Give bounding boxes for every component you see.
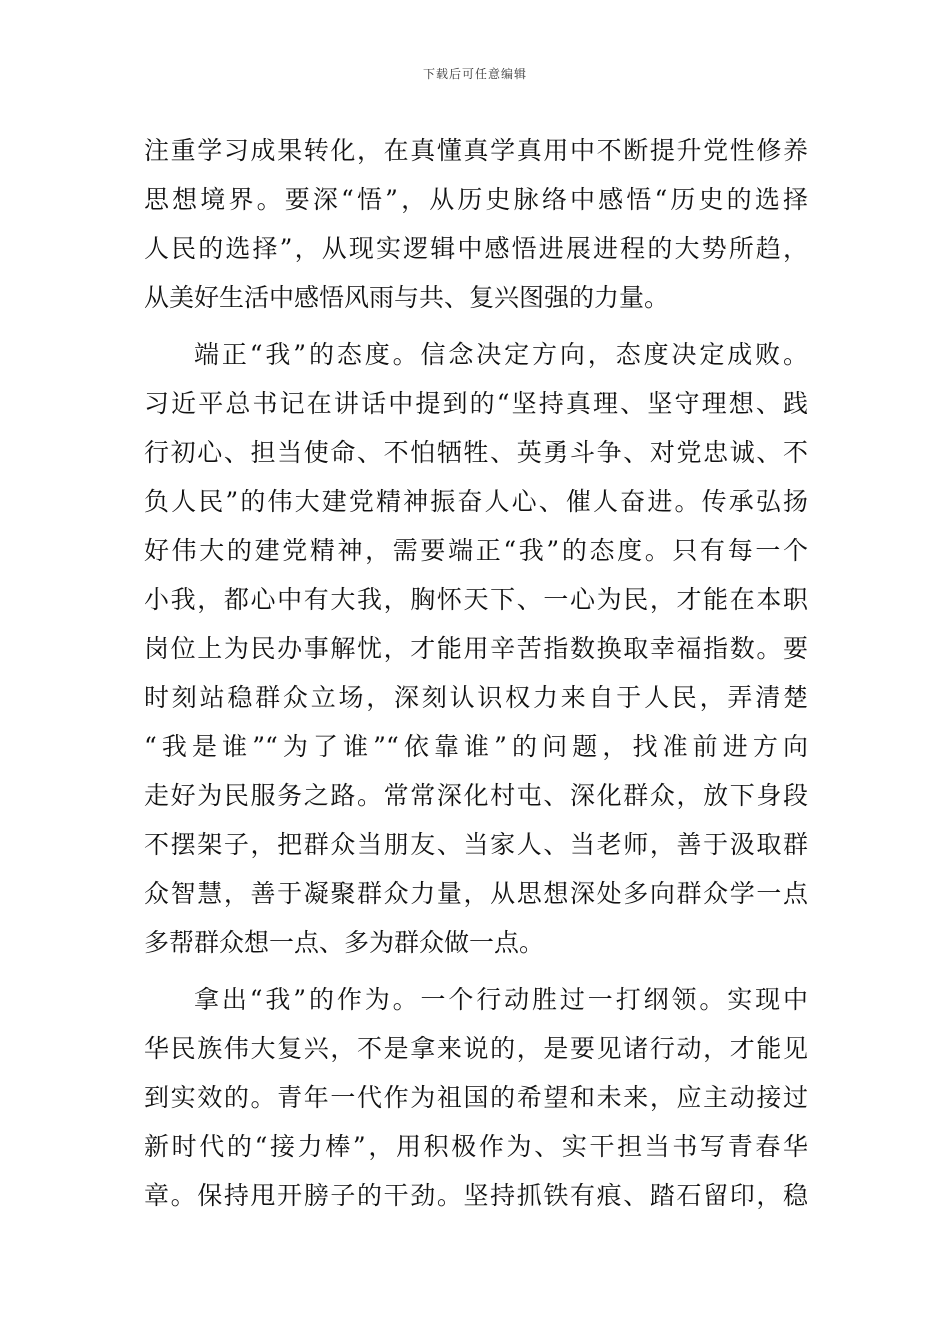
paragraph-line: 习近平总书记在讲话中提到的“坚持真理、坚守理想、践 (144, 389, 808, 418)
paragraph-line: 小我，都心中有大我，胸怀天下、一心为民，才能在本职 (144, 585, 808, 614)
paragraph-line: 拿出“我”的作为。一个行动胜过一打纲领。实现中 (194, 985, 808, 1014)
paragraph-3 (144, 975, 808, 1220)
paragraph-1 (144, 126, 808, 322)
paragraph-line: 思想境界。要深“悟”，从历史脉络中感悟“历史的选择 (144, 185, 808, 214)
body-text (144, 126, 808, 1220)
header-note: 下载后可任意编辑 (422, 67, 527, 81)
paragraph-line: 新时代的“接力棒”，用积极作为、实干担当书写青春华 (144, 1132, 808, 1161)
paragraph-line: 华民族伟大复兴，不是拿来说的，是要见诸行动，才能见 (144, 1034, 808, 1063)
paragraph-line: 多帮群众想一点、多为群众做一点。 (144, 928, 545, 957)
paragraph-line: 人民的选择”，从现实逻辑中感悟进展进程的大势所趋， (144, 234, 808, 263)
paragraph-line: “我是谁”“为了谁”“依靠谁”的问题，找准前进方向 (144, 732, 808, 761)
paragraph-line: 负人民”的伟大建党精神振奋人心、催人奋进。传承弘扬 (144, 487, 808, 516)
paragraph-line: 行初心、担当使命、不怕牺牲、英勇斗争、对党忠诚、不 (144, 438, 808, 467)
paragraph-line: 注重学习成果转化，在真懂真学真用中不断提升党性修养 (144, 136, 808, 165)
paragraph-line: 章。保持甩开膀子的干劲。坚持抓铁有痕、踏石留印，稳 (144, 1181, 808, 1210)
paragraph-line: 端正“我”的态度。信念决定方向，态度决定成败。 (194, 340, 808, 369)
paragraph-line: 从美好生活中感悟风雨与共、复兴图强的力量。 (144, 283, 670, 312)
paragraph-line: 好伟大的建党精神，需要端正“我”的态度。只有每一个 (144, 536, 808, 565)
paragraph-line: 走好为民服务之路。常常深化村屯、深化群众，放下身段 (144, 781, 808, 810)
paragraph-line: 岗位上为民办事解忧，才能用辛苦指数换取幸福指数。要 (144, 634, 808, 663)
paragraph-line: 到实效的。青年一代作为祖国的希望和未来，应主动接过 (144, 1083, 808, 1112)
paragraph-line: 时刻站稳群众立场，深刻认识权力来自于人民，弄清楚 (144, 683, 808, 712)
paragraph-line: 不摆架子，把群众当朋友、当家人、当老师，善于汲取群 (144, 830, 808, 859)
paragraph-2 (144, 330, 808, 967)
paragraph-line: 众智慧，善于凝聚群众力量，从思想深处多向群众学一点 (144, 879, 808, 908)
